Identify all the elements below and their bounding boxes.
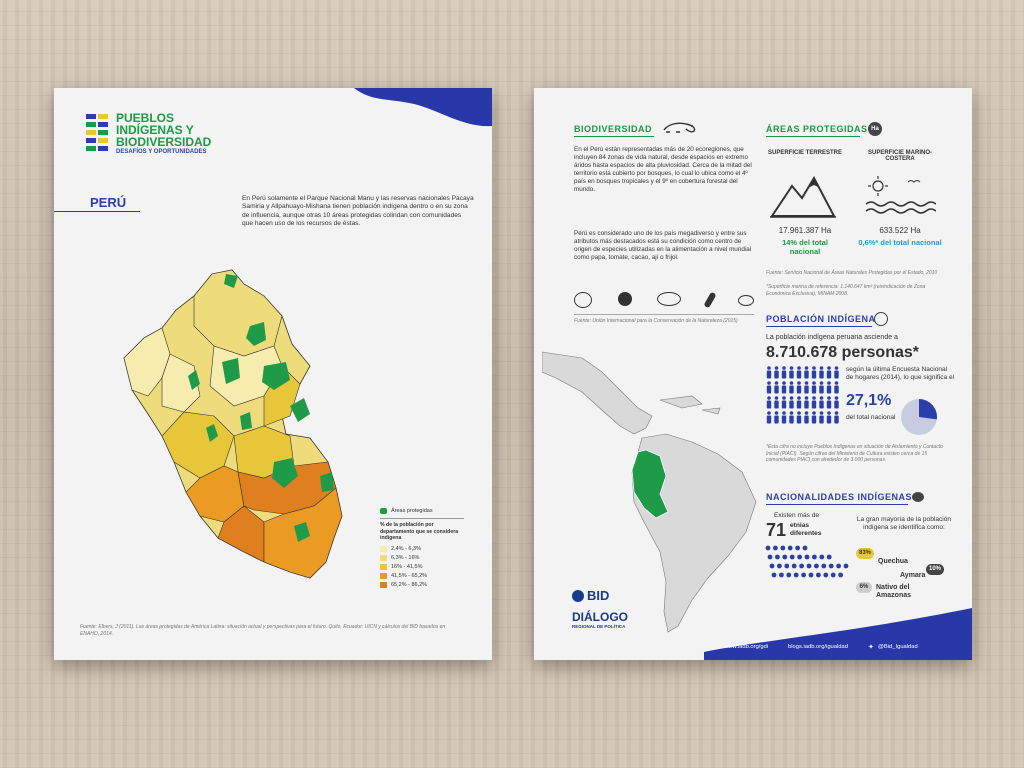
- potato-icon: [574, 292, 592, 308]
- biodiv-title: BIODIVERSIDAD: [574, 124, 653, 134]
- link-gdi[interactable]: www.iadb.org/gdi: [724, 644, 769, 650]
- person-figure: [812, 381, 816, 393]
- pob-pct-label: del total nacional: [846, 414, 896, 421]
- person-figure: [767, 366, 771, 378]
- nac-etnias: etnias diferentes: [790, 522, 822, 537]
- ethnic-dot: [831, 573, 836, 578]
- person-figure: [767, 381, 771, 393]
- ethnic-dot: [844, 564, 849, 569]
- protected-swatch: [380, 508, 387, 514]
- ethnic-dot: [768, 555, 773, 560]
- person-figure: [774, 381, 778, 393]
- chili-icon: [703, 292, 716, 309]
- nac-rule: [766, 504, 908, 505]
- legend-item: [380, 581, 464, 590]
- person-figure: [827, 381, 831, 393]
- ethnic-dot: [790, 555, 795, 560]
- ethnic-dot: [792, 564, 797, 569]
- speech-bubble-icon: [912, 492, 924, 502]
- mar-value: 633.522 Ha: [879, 226, 921, 235]
- person-figure: [804, 396, 808, 408]
- dialogo-logo: DIÁLOGO: [572, 610, 628, 624]
- person-figure: [774, 396, 778, 408]
- person-figure: [834, 381, 838, 393]
- pob-pie: [900, 398, 938, 436]
- ethnic-dot: [807, 564, 812, 569]
- ethnic-dot: [799, 564, 804, 569]
- nativo-label: Nativo del Amazonas: [876, 584, 912, 599]
- legend-label: 2,4% - 6,3%: [391, 546, 421, 552]
- ethnic-dot: [812, 555, 817, 560]
- person-figure: [789, 396, 793, 408]
- ethnic-dot: [823, 573, 828, 578]
- legend-protected: Áreas protegidas: [380, 506, 464, 515]
- ethnic-dot: [829, 564, 834, 569]
- bean-icon: [738, 295, 754, 306]
- pob-lead: La población indígena peruana asciende a: [766, 334, 898, 341]
- source-note: Fuente: Elbers, J (2011). Las áreas protegidas de América Latina: situación actual y perspectivas para el futuro. Quito, Ecuador: UICN y cálculos del BID basados en ENAHO, 2014.: [80, 624, 446, 637]
- person-figure: [827, 366, 831, 378]
- link-twitter[interactable]: @Bid_Igualdad: [878, 644, 918, 650]
- person-figure: [774, 366, 778, 378]
- person-figure: [827, 411, 831, 423]
- person-figure: [804, 381, 808, 393]
- person-figure: [797, 396, 801, 408]
- footer-wave: [704, 600, 972, 660]
- legend-items: [380, 545, 464, 590]
- ethnic-dot: [775, 555, 780, 560]
- pob-title: POBLACIÓN INDÍGENA: [766, 314, 876, 324]
- legend-swatch: [380, 546, 387, 552]
- person-figure: [819, 411, 823, 423]
- ethnic-dot: [794, 573, 799, 578]
- person-figure: [782, 411, 786, 423]
- ethnic-dot: [786, 573, 791, 578]
- food-icons-row: [574, 292, 754, 308]
- pie-slice-indigenous: [919, 399, 937, 419]
- legend-swatch: [380, 555, 387, 561]
- ethnic-dot: [836, 564, 841, 569]
- logo-line2: INDÍGENAS Y: [116, 123, 194, 137]
- areas-source1: Fuente: Servicio Nacional de Áreas Naturales Protegidas por el Estado, 2010: [766, 270, 938, 276]
- quechua-pct-bubble: 83%: [856, 548, 874, 559]
- ethnic-dot: [838, 573, 843, 578]
- quechua-label: Quechua: [878, 558, 908, 565]
- country-title-bar: [54, 195, 140, 212]
- right-page: [534, 88, 972, 660]
- ethnic-dot: [814, 564, 819, 569]
- legend-title: % de la población por departamento que se considera indígena: [380, 522, 459, 541]
- ethnic-dot: [770, 564, 775, 569]
- legend-label: 6,3% - 16%: [391, 555, 420, 561]
- ethnic-dot: [782, 555, 787, 560]
- ethnic-groups-icon: [760, 544, 852, 584]
- ethnic-dot: [821, 564, 826, 569]
- pob-big: 8.710.678 personas*: [766, 344, 919, 361]
- biodiv-divider: [574, 314, 754, 315]
- logo-tagline: DESAFÍOS Y OPORTUNIDADES: [116, 149, 207, 155]
- legend-label: 65,2% - 86,2%: [391, 582, 428, 588]
- ethnic-dot: [784, 564, 789, 569]
- legend-item: [380, 572, 464, 581]
- nac-num: 71: [766, 520, 787, 540]
- areas-source2: *Superficie marina de referencia: 1.140.647 km² (reivindicación de Zona Económica Exclusiva), MINAM 2008.: [766, 284, 926, 297]
- nac-exist: Existen más de: [774, 512, 820, 519]
- left-page: [54, 88, 492, 660]
- map-legend: [380, 506, 464, 590]
- biodiv-p1: En el Perú están representadas más de 20 ecoregiones, que incluyen 84 zonas de vida natural, desde espacios en extremo áridos hasta espacios de alta pluviosidad. Cerca de la mitad del territorio está cubierto por bosques, lo cual lo ubica como el 4º país en bosques tropicales y el 9º en cobertura forestal del mundo.: [574, 146, 752, 193]
- areas-rule: [766, 136, 860, 137]
- link-blog[interactable]: blogs.iadb.org/igualdad: [788, 644, 848, 650]
- bid-globe-icon: [572, 590, 584, 602]
- logo-line1: PUEBLOS: [116, 111, 175, 125]
- person-figure: [767, 396, 771, 408]
- terr-value: 17.961.387 Ha: [778, 226, 832, 235]
- intro-text: En Perú solamente el Parque Nacional Manu y las reservas nacionales Pacaya Samiria y Allpahuayo-Mishana tienen población indígena dentro o en su zona de influencia, aunque otras 10 áreas protegidas colindan con comunidades que hacen uso de los recursos de éstas.: [242, 195, 474, 227]
- pob-desc: según la última Encuesta Nacional de hogares (2014), lo que significa el: [846, 366, 955, 381]
- hectare-badge: Ha: [868, 122, 882, 136]
- person-figure: [767, 411, 771, 423]
- ethnic-dot: [801, 573, 806, 578]
- biodiv-p2: Perú es considerado uno de los país megadiverso y entre sus atributos más destacados está su condición como centro de origen de especies utilizadas en la alimentación a nivel mundial como papa, tomate, cacao, ají o frijol.: [574, 230, 752, 261]
- peru-map: [114, 266, 354, 586]
- logo-stripes-icon: [86, 114, 110, 158]
- person-figure: [789, 381, 793, 393]
- ethnic-dot: [819, 555, 824, 560]
- person-figure: [812, 396, 816, 408]
- person-figure: [789, 411, 793, 423]
- ethnic-dot: [766, 546, 771, 551]
- nativo-pct-bubble: 6%: [856, 582, 872, 593]
- person-figure: [774, 411, 778, 423]
- mar-pct: 0,6%* del total nacional: [858, 238, 942, 247]
- person-figure: [819, 381, 823, 393]
- mountain-icon: [770, 172, 836, 218]
- areas-title: ÁREAS PROTEGIDAS: [766, 124, 868, 134]
- person-figure: [812, 411, 816, 423]
- ethnic-dot: [827, 555, 832, 560]
- aymara-label: Aymara: [900, 572, 926, 579]
- twitter-icon: ✦: [868, 644, 874, 651]
- ethnic-dot: [773, 546, 778, 551]
- person-figure: [797, 381, 801, 393]
- ethnic-dot: [803, 546, 808, 551]
- pob-pct: 27,1%: [846, 392, 892, 409]
- pob-rule: [766, 326, 872, 327]
- mar-title: SUPERFICIE MARINO-COSTERA: [867, 150, 932, 162]
- ethnic-dot: [772, 573, 777, 578]
- ethnic-dot: [795, 546, 800, 551]
- person-figure: [834, 411, 838, 423]
- legend-label: 16% - 41,5%: [391, 564, 423, 570]
- cacao-icon: [657, 292, 681, 306]
- terr-title: SUPERFICIE TERRESTRE: [767, 150, 842, 156]
- person-figure: [789, 366, 793, 378]
- person-figure: [834, 366, 838, 378]
- dialogo-sub: REGIONAL DE POLÍTICA: [572, 624, 626, 629]
- people-grid-icon: [766, 366, 842, 426]
- person-figure: [827, 396, 831, 408]
- ethnic-dot: [809, 573, 814, 578]
- person-figure: [819, 396, 823, 408]
- tomato-icon: [618, 292, 632, 306]
- person-figure: [819, 366, 823, 378]
- person-figure: [782, 366, 786, 378]
- ethnic-dot: [797, 555, 802, 560]
- legend-item: [380, 545, 464, 554]
- legend-swatch: [380, 564, 387, 570]
- ethnic-dot: [780, 546, 785, 551]
- nac-mayoria: La gran mayoría de la población indígena se identifica como:: [856, 516, 952, 531]
- biodiv-rule: [574, 136, 654, 137]
- ethnic-dot: [816, 573, 821, 578]
- legend-label: 41,5% - 65,2%: [391, 573, 428, 579]
- legend-item: [380, 563, 464, 572]
- ethnic-dot: [777, 564, 782, 569]
- person-figure: [804, 366, 808, 378]
- person-figure: [834, 396, 838, 408]
- person-figure: [804, 411, 808, 423]
- ethnic-dot: [805, 555, 810, 560]
- sea-sun-icon: [864, 176, 936, 218]
- terr-pct: 14% del total nacional: [782, 238, 828, 256]
- biodiv-source: Fuente: Unión Internacional para la Conservación de la Naturaleza (2015): [574, 318, 738, 324]
- country-title: PERÚ: [90, 195, 127, 210]
- corner-wave-shape: [344, 88, 492, 128]
- person-figure: [797, 411, 801, 423]
- legend-swatch: [380, 573, 387, 579]
- person-figure: [797, 366, 801, 378]
- bid-logo: BID: [572, 588, 609, 603]
- chameleon-icon: [662, 120, 702, 134]
- aymara-pct-bubble: 10%: [926, 564, 944, 575]
- nac-title: NACIONALIDADES INDÍGENAS: [766, 492, 913, 502]
- person-icon: [874, 312, 888, 326]
- ethnic-dot: [788, 546, 793, 551]
- person-figure: [812, 366, 816, 378]
- legend-item: [380, 554, 464, 563]
- legend-swatch: [380, 582, 387, 588]
- person-figure: [782, 396, 786, 408]
- ethnic-dot: [779, 573, 784, 578]
- logo-line3: BIODIVERSIDAD: [116, 135, 212, 149]
- person-figure: [782, 381, 786, 393]
- pob-note: *Esta cifra no incluye Pueblos Indígenas en situación de Aislamiento y Contacto Inicial (PIACI). Según cifras del Ministerio de Cultura existen cerca de 15 comunidades PIACI con alrededor de 3.000 personas.: [766, 444, 943, 463]
